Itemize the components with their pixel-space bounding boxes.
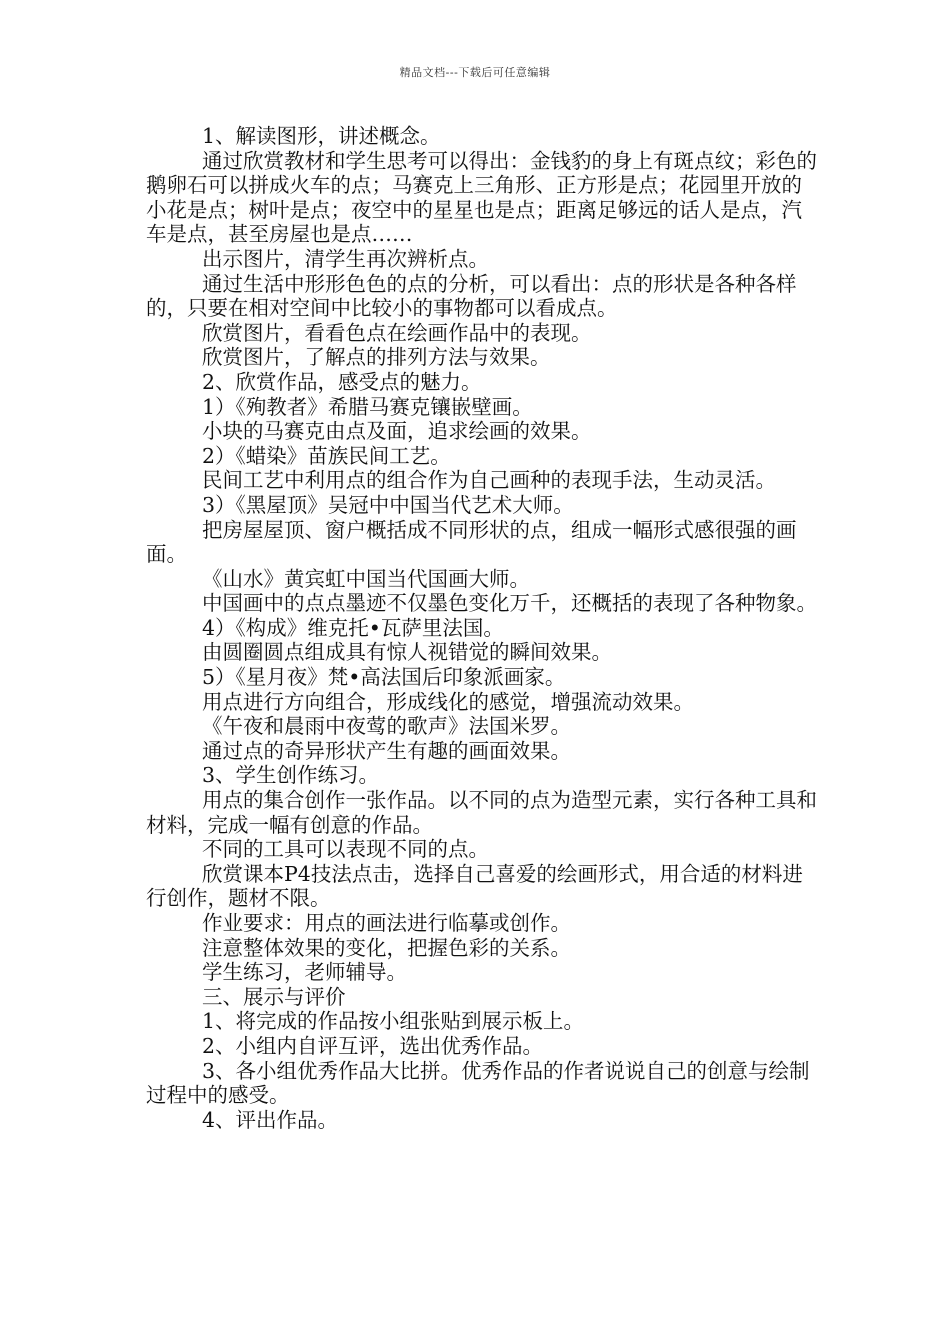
paragraph: 2、欣赏作品，感受点的魅力。 xyxy=(202,369,482,394)
paragraph: 1、解读图形，讲述概念。 xyxy=(202,124,441,148)
paragraph: 3、学生创作练习。 xyxy=(202,763,380,788)
paragraph: 2、小组内自评互评，选出优秀作品。 xyxy=(202,1033,544,1058)
paragraph: 通过点的奇异形状产生有趣的画面效果。 xyxy=(202,738,571,763)
page-header: 精品文档---下载后可任意编辑 xyxy=(399,66,551,79)
paragraph: 民间工艺中利用点的组合作为自己画种的表现手法，生动灵活。 xyxy=(202,468,776,493)
paragraph: 三、展示与评价 xyxy=(202,984,346,1009)
paragraph: 1）《殉教者》希腊马赛克镶嵌壁画。 xyxy=(202,394,533,419)
paragraph: 用点的集合创作一张作品。以不同的点为造型元素，实行各种工具和材料，完成一幅有创意的作品。 xyxy=(146,788,817,837)
paragraph: 不同的工具可以表现不同的点。 xyxy=(202,837,489,862)
paragraph: 2）《蜡染》苗族民间工艺。 xyxy=(202,443,451,468)
paragraph: 注意整体效果的变化，把握色彩的关系。 xyxy=(202,935,571,960)
paragraph: 作业要求：用点的画法进行临摹或创作。 xyxy=(202,911,571,935)
paragraph: 欣赏课本P4技法点击，选择自己喜爱的绘画形式，用合适的材料进行创作，题材不限。 xyxy=(146,861,803,911)
paragraph: 通过生活中形形色色的点的分析，可以看出：点的形状是各种各样的，只要在相对空间中比较小的事物都可以看成点。 xyxy=(146,271,797,321)
paragraph: 4）《构成》维克托•瓦萨里法国。 xyxy=(202,615,504,640)
paragraph: 学生练习，老师辅导。 xyxy=(202,960,407,985)
paragraph: 5）《星月夜》梵•高法国后印象派画家。 xyxy=(202,665,566,690)
paragraph: 3）《黑屋顶》吴冠中中国当代艺术大师。 xyxy=(202,492,574,517)
paragraph: 欣赏图片，看看色点在绘画作品中的表现。 xyxy=(202,320,592,345)
paragraph: 3、各小组优秀作品大比拼。优秀作品的作者说说自己的创意与绘制过程中的感受。 xyxy=(146,1058,810,1108)
paragraph: 中国画中的点点墨迹不仅墨色变化万千，还概括的表现了各种物象。 xyxy=(202,591,817,616)
document-body xyxy=(146,124,818,1132)
paragraph: 由圆圈圆点组成具有惊人视错觉的瞬间效果。 xyxy=(202,640,612,665)
paragraph: 《午夜和晨雨中夜莺的歌声》法国米罗。 xyxy=(202,714,571,739)
paragraph: 出示图片，清学生再次辨析点。 xyxy=(202,246,489,271)
paragraph: 1、将完成的作品按小组张贴到展示板上。 xyxy=(202,1009,585,1034)
paragraph: 欣赏图片，了解点的排列方法与效果。 xyxy=(202,345,551,370)
paragraph: 4、评出作品。 xyxy=(202,1107,339,1132)
paragraph: 《山水》黄宾虹中国当代国画大师。 xyxy=(202,566,530,591)
paragraph: 用点进行方向组合，形成线化的感觉，增强流动效果。 xyxy=(202,689,694,714)
paragraph: 小块的马赛克由点及面，追求绘画的效果。 xyxy=(202,419,592,444)
paragraph: 通过欣赏教材和学生思考可以得出：金钱豹的身上有斑点纹；彩色的鹅卵石可以拼成火车的点；马赛克上三角形、正方形是点；花园里开放的小花是点；树叶是点；夜空中的星星也是点；距离足够远的话人是点，汽车是点，甚至房屋也是点…… xyxy=(146,148,817,247)
paragraph: 把房屋屋顶、窗户概括成不同形状的点，组成一幅形式感很强的画面。 xyxy=(146,517,797,567)
